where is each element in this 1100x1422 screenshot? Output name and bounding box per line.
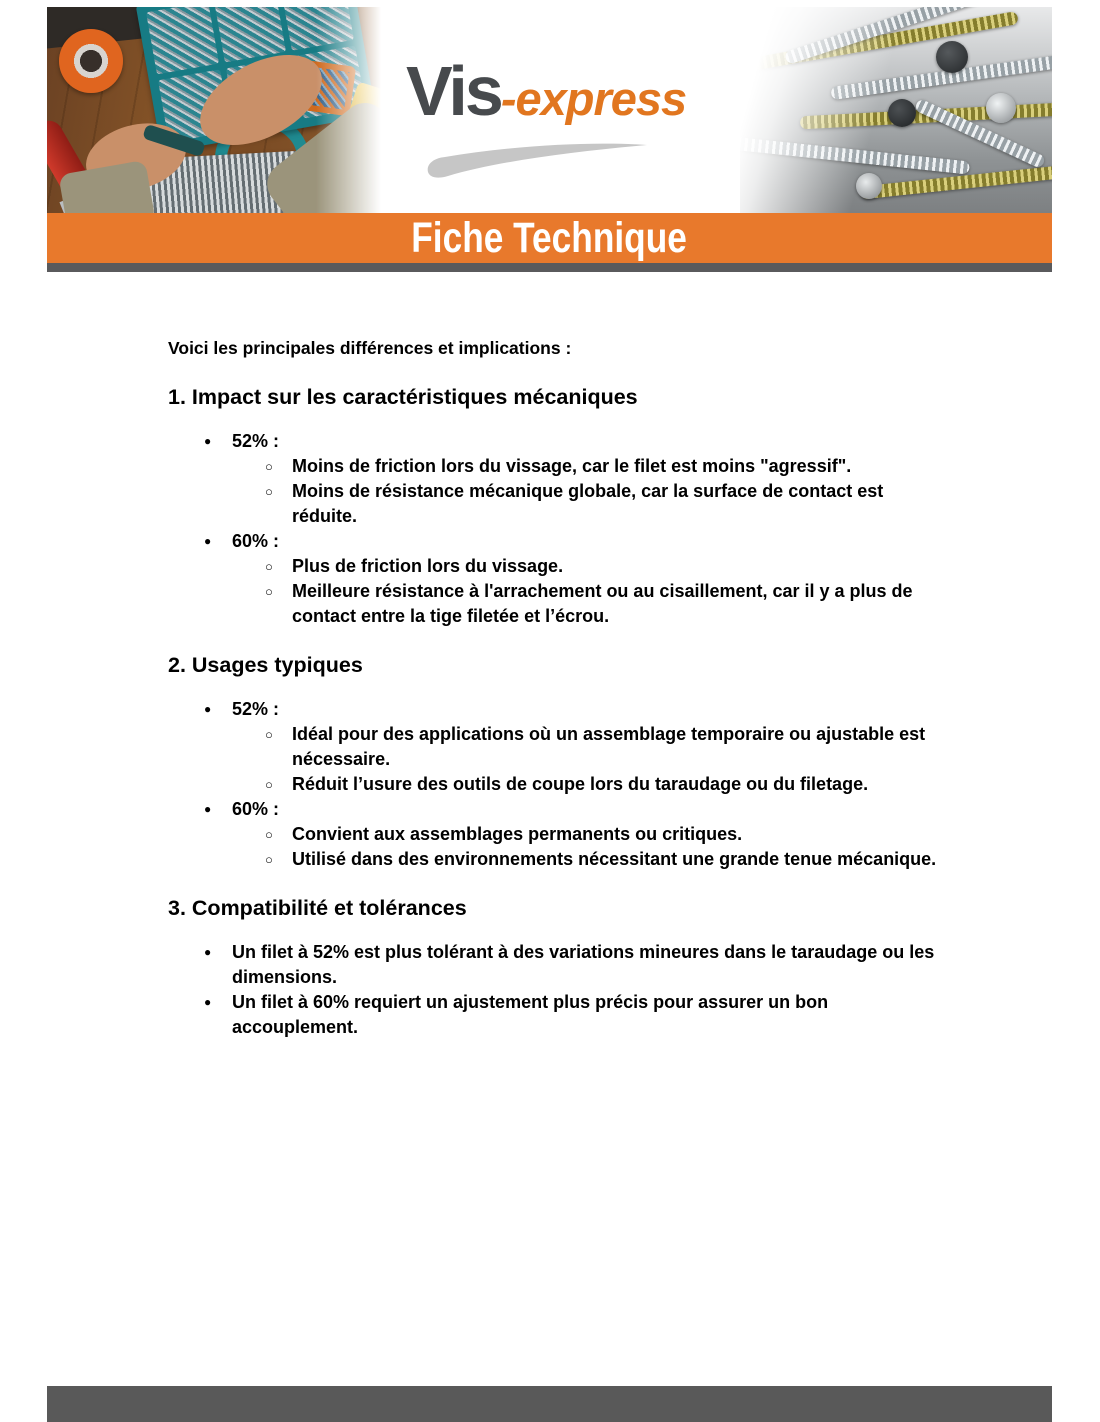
workbench-photo xyxy=(47,7,390,213)
page-title: Fiche Technique xyxy=(411,213,688,262)
sub-bullet-list xyxy=(232,454,940,529)
sub-bullet-item: ○ Moins de résistance mécanique globale, car la surface de contact est réduite. xyxy=(232,479,940,529)
sub-bullet-item: ○ Utilisé dans des environnements nécessitant une grande tenue mécanique. xyxy=(232,847,940,872)
bullet-list xyxy=(168,697,940,872)
bullet-list xyxy=(168,940,940,1040)
sub-bullet-list xyxy=(232,722,940,797)
sub-bullet-item: ○ Idéal pour des applications où un assemblage temporaire ou ajustable est nécessaire. xyxy=(232,722,940,772)
sub-bullet-item: ○ Meilleure résistance à l'arrachement ou au cisaillement, car il y a plus de contact entre la tige filetée et l’écrou. xyxy=(232,579,940,629)
title-banner xyxy=(47,213,1052,263)
logo-swoosh-icon xyxy=(418,139,653,183)
bullet-label: Un filet à 52% est plus tolérant à des variations mineures dans le taraudage ou les dimensions. xyxy=(232,942,935,987)
header-photo-strip xyxy=(47,7,1052,213)
bullet-label: Un filet à 60% requiert un ajustement plus précis pour assurer un bon accouplement. xyxy=(232,992,829,1037)
section-heading: 3. Compatibilité et tolérances xyxy=(168,896,467,920)
sub-bullet-item: ○ Moins de friction lors du vissage, car le filet est moins "agressif". xyxy=(232,454,940,479)
logo-text-vis: Vis xyxy=(406,52,501,130)
section-heading: 2. Usages typiques xyxy=(168,653,363,677)
white-fade-overlay xyxy=(740,7,1052,213)
bullet-item xyxy=(168,990,940,1040)
banner-shadow-bar xyxy=(47,263,1052,272)
tape-measure-shape xyxy=(59,29,123,93)
screws-photo xyxy=(740,7,1052,213)
brand-logo xyxy=(406,51,686,131)
white-fade-overlay xyxy=(316,7,390,213)
sub-bullet-item: ○ Réduit l’usure des outils de coupe lors du taraudage ou du filetage. xyxy=(232,772,940,797)
section-heading: 1. Impact sur les caractéristiques mécaniques xyxy=(168,385,638,409)
bullet-list xyxy=(168,429,940,629)
sub-bullet-item: ○ Convient aux assemblages permanents ou critiques. xyxy=(232,822,940,847)
logo-panel xyxy=(390,7,740,213)
sub-bullet-item: ○ Plus de friction lors du vissage. xyxy=(232,554,940,579)
sub-bullet-list xyxy=(232,554,940,629)
bullet-label: 52% : xyxy=(232,431,280,451)
sub-bullet-list xyxy=(232,822,940,872)
document-content xyxy=(168,336,940,1040)
intro-text: Voici les principales différences et implications : xyxy=(168,338,572,358)
bullet-label: 52% : xyxy=(232,699,280,719)
bullet-item xyxy=(168,429,940,529)
bullet-item xyxy=(168,697,940,797)
footer-bar xyxy=(47,1386,1052,1422)
bullet-item xyxy=(168,940,940,990)
bullet-item xyxy=(168,529,940,629)
logo-text-express: -express xyxy=(500,72,687,125)
header xyxy=(47,7,1052,272)
bullet-label: 60% : xyxy=(232,799,280,819)
bullet-label: 60% : xyxy=(232,531,280,551)
sections-container xyxy=(168,383,940,1040)
bullet-item xyxy=(168,797,940,872)
